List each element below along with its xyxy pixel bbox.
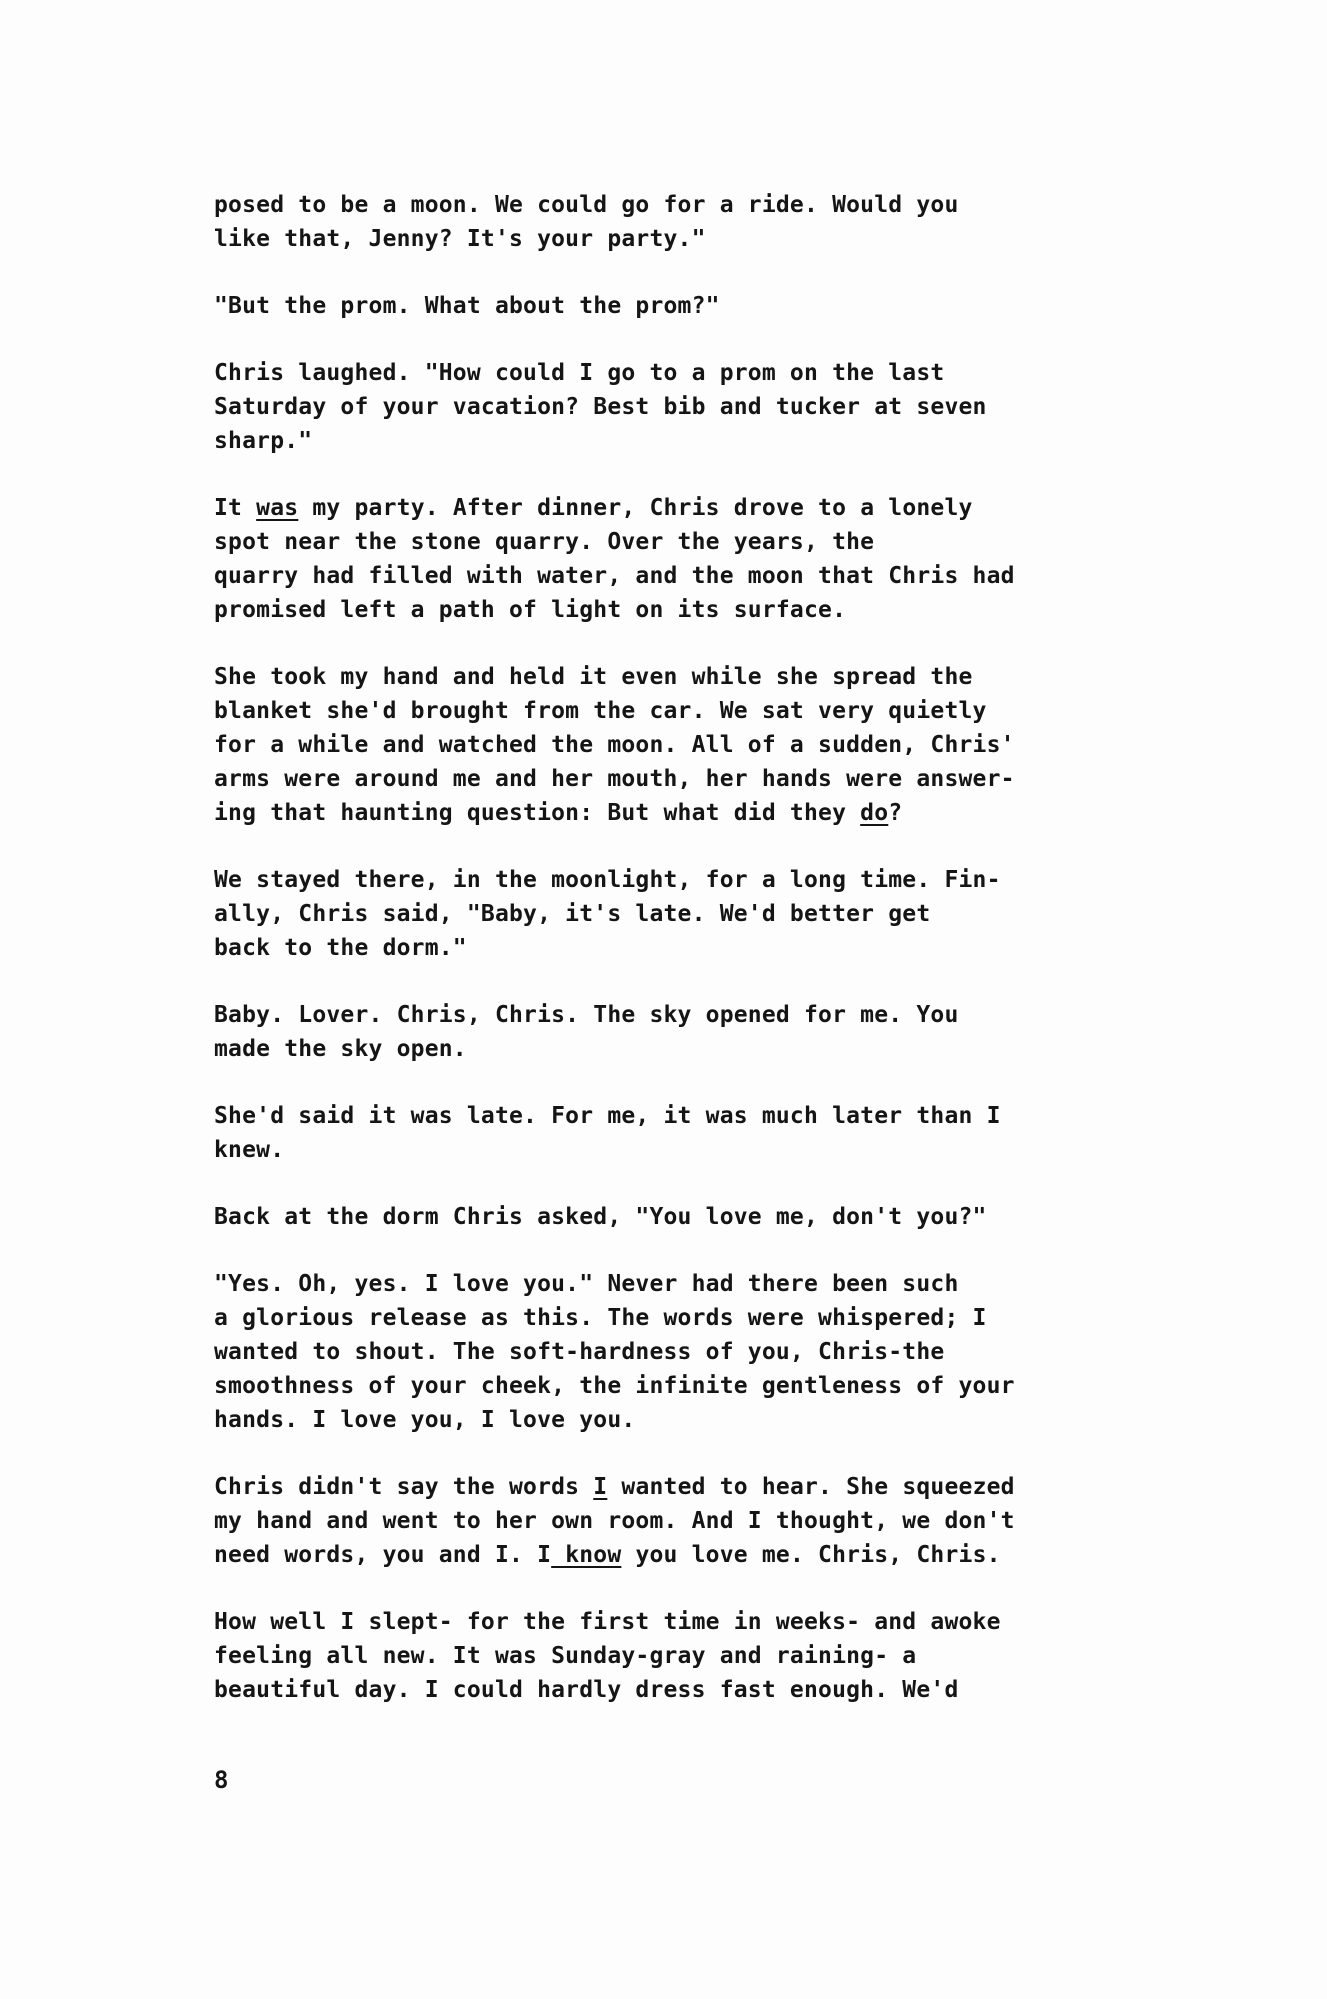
text-line xyxy=(214,1673,1134,1707)
text-segment: my hand and went to her own room. And I thought, we don't xyxy=(214,1508,1015,1534)
body-text xyxy=(214,188,1134,1740)
text-segment: Baby. Lover. Chris, Chris. The sky opened for me. You xyxy=(214,1002,959,1028)
text-segment: beautiful day. I could hardly dress fast enough. We'd xyxy=(214,1677,959,1703)
text-line xyxy=(214,1133,1134,1167)
paragraph xyxy=(214,356,1134,458)
text-line xyxy=(214,694,1134,728)
underlined-word: know xyxy=(551,1542,622,1568)
text-segment: Chris didn't say the words xyxy=(214,1474,594,1500)
underlined-word: do xyxy=(860,800,889,826)
text-segment: smoothness of your cheek, the infinite gentleness of your xyxy=(214,1373,1015,1399)
text-segment: Saturday of your vacation? Best bib and tucker at seven xyxy=(214,394,987,420)
text-line xyxy=(214,1099,1134,1133)
text-line xyxy=(214,998,1134,1032)
text-segment: my party. After dinner, Chris drove to a lonely xyxy=(298,495,973,521)
text-line xyxy=(214,762,1134,796)
page-number: 8 xyxy=(214,1766,229,1794)
paragraph xyxy=(214,1099,1134,1167)
paragraph xyxy=(214,491,1134,627)
text-segment: need words, you and I. I xyxy=(214,1542,552,1568)
text-line xyxy=(214,1369,1134,1403)
text-line xyxy=(214,660,1134,694)
paragraph xyxy=(214,1470,1134,1572)
text-line xyxy=(214,593,1134,627)
text-line xyxy=(214,897,1134,931)
text-line xyxy=(214,1639,1134,1673)
text-segment: We stayed there, in the moonlight, for a long time. Fin- xyxy=(214,867,1001,893)
text-segment: like that, Jenny? It's your party." xyxy=(214,226,706,252)
text-segment: ? xyxy=(888,800,903,826)
text-segment: posed to be a moon. We could go for a ride. Would you xyxy=(214,192,959,218)
text-segment: It xyxy=(214,495,257,521)
text-segment: made the sky open. xyxy=(214,1036,467,1062)
text-segment: wanted to shout. The soft-hardness of you, Chris-the xyxy=(214,1339,945,1365)
text-segment: you love me. Chris, Chris. xyxy=(621,1542,1001,1568)
text-line xyxy=(214,222,1134,256)
text-segment: quarry had filled with water, and the moon that Chris had xyxy=(214,563,1015,589)
text-segment: arms were around me and her mouth, her hands were answer- xyxy=(214,766,1015,792)
text-line xyxy=(214,1605,1134,1639)
text-line xyxy=(214,1032,1134,1066)
text-segment: feeling all new. It was Sunday-gray and raining- a xyxy=(214,1643,917,1669)
text-segment: Back at the dorm Chris asked, "You love me, don't you?" xyxy=(214,1204,987,1230)
text-segment: wanted to hear. She squeezed xyxy=(607,1474,1015,1500)
text-line xyxy=(214,863,1134,897)
underlined-word: I xyxy=(593,1474,608,1500)
text-segment: spot near the stone quarry. Over the years, the xyxy=(214,529,875,555)
text-line xyxy=(214,289,1134,323)
text-line xyxy=(214,796,1134,830)
text-line xyxy=(214,424,1134,458)
paragraph xyxy=(214,863,1134,965)
text-line xyxy=(214,356,1134,390)
text-line xyxy=(214,1470,1134,1504)
text-segment: She took my hand and held it even while she spread the xyxy=(214,664,973,690)
text-segment: knew. xyxy=(214,1137,285,1163)
paragraph xyxy=(214,1200,1134,1234)
text-segment: a glorious release as this. The words were whispered; I xyxy=(214,1305,987,1331)
text-line xyxy=(214,188,1134,222)
text-line xyxy=(214,1403,1134,1437)
text-line xyxy=(214,1301,1134,1335)
text-line xyxy=(214,390,1134,424)
text-line xyxy=(214,931,1134,965)
text-line xyxy=(214,1267,1134,1301)
text-line xyxy=(214,728,1134,762)
paragraph xyxy=(214,188,1134,256)
text-line xyxy=(214,1504,1134,1538)
text-line xyxy=(214,1335,1134,1369)
text-segment: "Yes. Oh, yes. I love you." Never had there been such xyxy=(214,1271,959,1297)
paragraph xyxy=(214,1267,1134,1437)
text-line xyxy=(214,491,1134,525)
text-segment: blanket she'd brought from the car. We sat very quietly xyxy=(214,698,987,724)
text-line xyxy=(214,1200,1134,1234)
text-segment: "But the prom. What about the prom?" xyxy=(214,293,720,319)
paragraph xyxy=(214,660,1134,830)
paragraph xyxy=(214,998,1134,1066)
text-segment: back to the dorm." xyxy=(214,935,467,961)
text-segment: ing that haunting question: But what did they xyxy=(214,800,861,826)
text-segment: hands. I love you, I love you. xyxy=(214,1407,636,1433)
text-segment: for a while and watched the moon. All of a sudden, Chris' xyxy=(214,732,1015,758)
text-segment: Chris laughed. "How could I go to a prom on the last xyxy=(214,360,945,386)
text-segment: promised left a path of light on its surface. xyxy=(214,597,847,623)
underlined-word: was xyxy=(256,495,299,521)
paragraph xyxy=(214,289,1134,323)
text-segment: She'd said it was late. For me, it was much later than I xyxy=(214,1103,1001,1129)
text-segment: ally, Chris said, "Baby, it's late. We'd better get xyxy=(214,901,931,927)
text-segment: How well I slept- for the first time in weeks- and awoke xyxy=(214,1609,1001,1635)
text-line xyxy=(214,525,1134,559)
text-segment: sharp." xyxy=(214,428,313,454)
text-line xyxy=(214,1538,1134,1572)
paragraph xyxy=(214,1605,1134,1707)
text-line xyxy=(214,559,1134,593)
